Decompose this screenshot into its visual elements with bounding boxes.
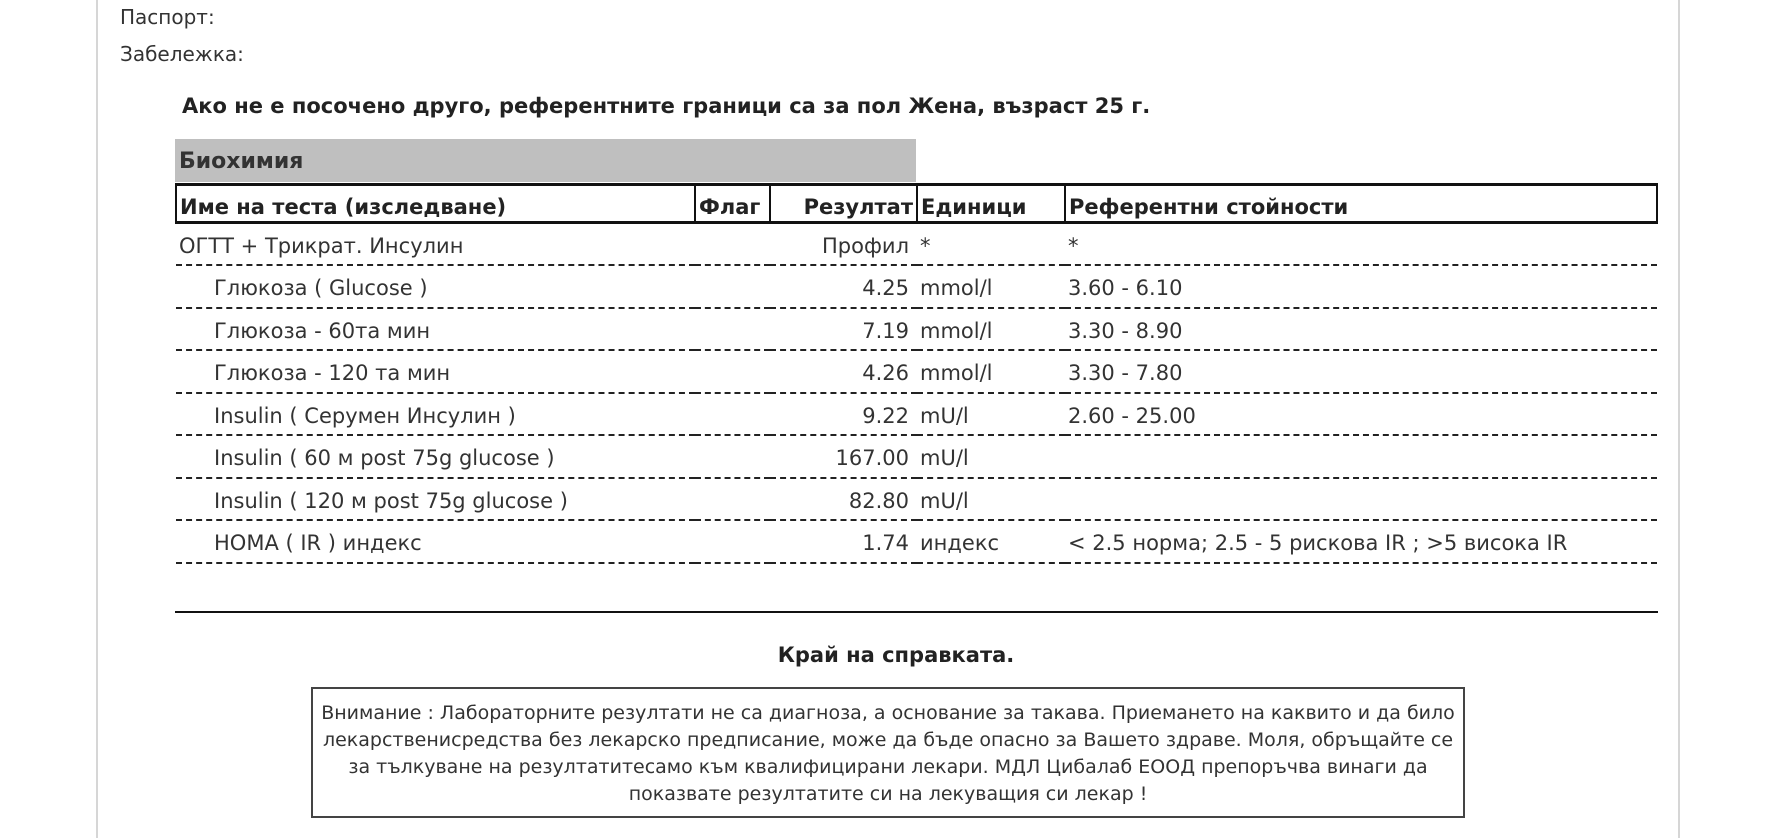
col-reference: Референтни стойности (1065, 185, 1657, 223)
reference-range: < 2.5 норма; 2.5 - 5 рискова IR ; >5 висока IR (1065, 520, 1657, 563)
units: индекс (917, 520, 1065, 563)
table-row (176, 435, 1657, 478)
reference-range: * (1065, 223, 1657, 266)
units: mU/l (917, 393, 1065, 436)
result: 82.80 (770, 478, 917, 521)
table-row (176, 478, 1657, 521)
flag (695, 223, 770, 266)
reference-range: 3.30 - 7.80 (1065, 350, 1657, 393)
result: 7.19 (770, 308, 917, 351)
flag (695, 435, 770, 478)
result: 4.25 (770, 265, 917, 308)
warning-box: Внимание : Лабораторните резултати не са диагноза, а основание за такава. Приемането на каквито и да било лекарственисредства без лекарско предписание, може да бъде опасно за Вашето здраве. Моля, обръщайте се за тълкуване на резултатитесамо към квалифицирани лекари. МДЛ Цибалаб ЕООД препоръчва винаги да показвате резултатите си на лекуващия си лекар ! (311, 687, 1465, 818)
reference-range: 2.60 - 25.00 (1065, 393, 1657, 436)
result: 1.74 (770, 520, 917, 563)
units: mU/l (917, 435, 1065, 478)
reference-range (1065, 435, 1657, 478)
test-name: Insulin ( 60 м post 75g glucose ) (176, 435, 695, 478)
units: mmol/l (917, 308, 1065, 351)
flag (695, 350, 770, 393)
result: 4.26 (770, 350, 917, 393)
test-name: Insulin ( 120 м post 75g glucose ) (176, 478, 695, 521)
units: mmol/l (917, 265, 1065, 308)
section-header: Биохимия (175, 139, 916, 182)
result: 9.22 (770, 393, 917, 436)
test-name: Глюкоза - 120 та мин (176, 350, 695, 393)
reference-range (1065, 478, 1657, 521)
end-of-report: Край на справката. (777, 643, 1015, 667)
flag (695, 308, 770, 351)
result: Профил (770, 223, 917, 266)
flag (695, 520, 770, 563)
units: mU/l (917, 478, 1065, 521)
table-row (176, 350, 1657, 393)
units: mmol/l (917, 350, 1065, 393)
table-header-row (176, 185, 1657, 223)
table-row (176, 308, 1657, 351)
reference-note: Ако не е посочено друго, референтните граници са за пол Жена, възраст 25 г. (182, 94, 1151, 118)
flag (695, 478, 770, 521)
test-name: Insulin ( Серумен Инсулин ) (176, 393, 695, 436)
reference-range: 3.60 - 6.10 (1065, 265, 1657, 308)
table-row (176, 223, 1657, 266)
col-result: Резултат (770, 185, 917, 223)
flag (695, 265, 770, 308)
note-label: Забележка: (120, 42, 244, 66)
col-name: Име на теста (изследване) (176, 185, 695, 223)
result: 167.00 (770, 435, 917, 478)
col-flag: Флаг (695, 185, 770, 223)
divider (175, 611, 1658, 613)
table-row (176, 520, 1657, 563)
col-units: Единици (917, 185, 1065, 223)
test-name: Глюкоза ( Glucose ) (176, 265, 695, 308)
results-table (175, 183, 1658, 564)
reference-range: 3.30 - 8.90 (1065, 308, 1657, 351)
flag (695, 393, 770, 436)
table-row (176, 265, 1657, 308)
test-name: ОГТТ + Трикрат. Инсулин (176, 223, 695, 266)
units: * (917, 223, 1065, 266)
test-name: Глюкоза - 60та мин (176, 308, 695, 351)
test-name: HOMA ( IR ) индекс (176, 520, 695, 563)
table-row (176, 393, 1657, 436)
passport-label: Паспорт: (120, 5, 215, 29)
